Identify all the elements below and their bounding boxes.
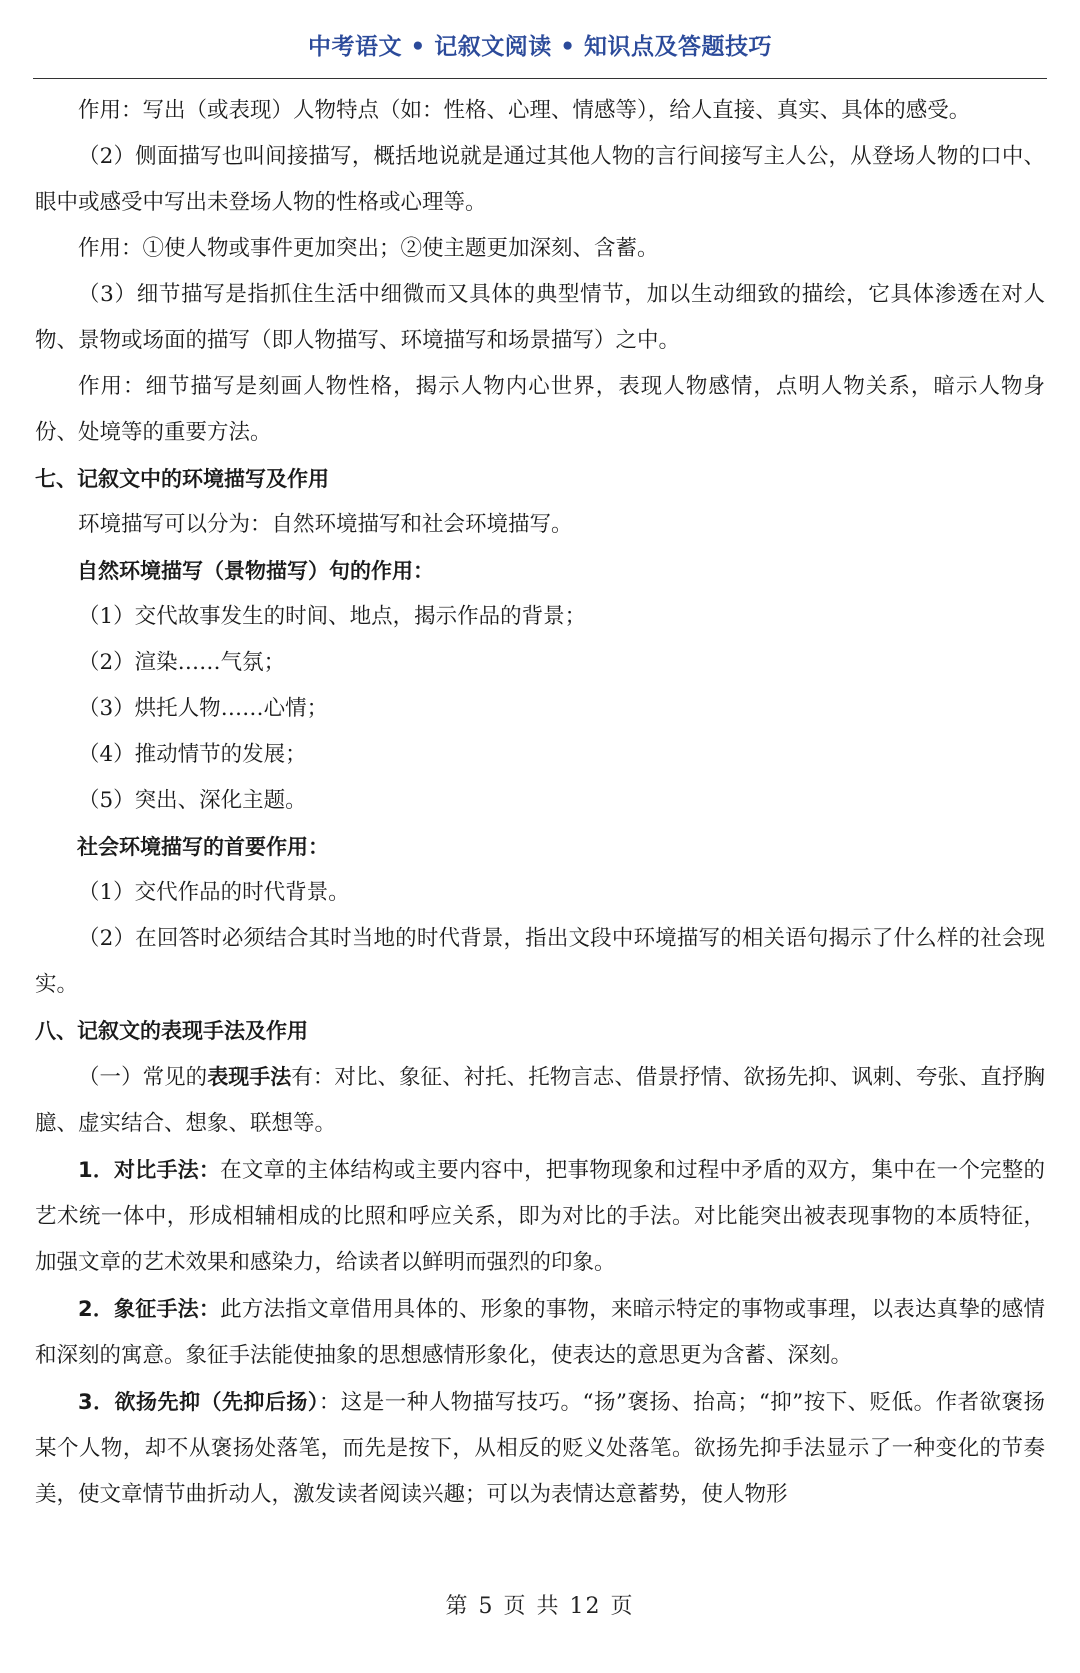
- paragraph: 环境描写可以分为：自然环境描写和社会环境描写。: [78, 512, 573, 537]
- list-item: （2）渲染……气氛；: [78, 650, 286, 675]
- method-text: ：这是一种人物描写技巧。“扬”褒扬、抬高；“抑”按下、贬低。作者欲褒扬某个人物，却不从褒扬处落笔，而先是按下，从相反的贬义处落笔。欲扬先抑手法显示了一种变化的节奏美，使文章情节曲折动人，激发读者阅读兴趣；可以为表情达意蓄势，使人物形: [35, 1390, 1045, 1507]
- section-heading-7: 七、记叙文中的环境描写及作用: [35, 467, 329, 491]
- list-item: （3）烘托人物……心情；: [78, 696, 329, 721]
- paragraph: [35, 1054, 1045, 1147]
- text-run: 有：对比、象征、衬托、托物言志、借景抒情、欲扬先抑、讽刺、夸张、直抒胸臆、虚实结合、想象、联想等。: [35, 1065, 1045, 1136]
- method-label: 2．象征手法：: [78, 1297, 221, 1321]
- list-item: （2）在回答时必须结合其时当地的时代背景，指出文段中环境描写的相关语句揭示了什么样的社会现实。: [35, 926, 1045, 997]
- section-heading-8: 八、记叙文的表现手法及作用: [35, 1019, 308, 1043]
- bold-term: 表现手法: [207, 1065, 292, 1089]
- paragraph: [35, 1286, 1045, 1379]
- page-header-title: 中考语文 • 记叙文阅读 • 知识点及答题技巧: [308, 34, 772, 60]
- subheading-natural-environment: 自然环境描写（景物描写）句的作用：: [77, 559, 434, 583]
- paragraph: 作用：①使人物或事件更加突出；②使主题更加深刻、含蓄。: [78, 236, 659, 261]
- subheading-social-environment: 社会环境描写的首要作用：: [77, 835, 329, 859]
- list-item: （5）突出、深化主题。: [78, 788, 307, 813]
- header-divider: [33, 78, 1047, 79]
- method-label: 3．欲扬先抑（先抑后扬）: [78, 1390, 319, 1414]
- list-item: （1）交代故事发生的时间、地点，揭示作品的背景；: [78, 604, 587, 629]
- paragraph: [35, 1379, 1045, 1518]
- list-item: （4）推动情节的发展；: [78, 742, 307, 767]
- paragraph: （3）细节描写是指抓住生活中细微而又具体的典型情节，加以生动细致的描绘，它具体渗透在对人物、景物或场面的描写（即人物描写、环境描写和场景描写）之中。: [35, 282, 1045, 353]
- method-label: 1．对比手法：: [78, 1158, 221, 1182]
- paragraph: （2）侧面描写也叫间接描写，概括地说就是通过其他人物的言行间接写主人公，从登场人物的口中、眼中或感受中写出未登场人物的性格或心理等。: [35, 144, 1045, 215]
- list-item: （1）交代作品的时代背景。: [78, 880, 350, 905]
- text-run: （一）常见的: [78, 1065, 208, 1090]
- method-text: 此方法指文章借用具体的、形象的事物，来暗示特定的事物或事理，以表达真挚的感情和深刻的寓意。象征手法能使抽象的思想感情形象化，使表达的意思更为含蓄、深刻。: [35, 1297, 1045, 1368]
- paragraph: [35, 1147, 1045, 1286]
- paragraph: 作用：写出（或表现）人物特点（如：性格、心理、情感等），给人直接、真实、具体的感受。: [78, 98, 971, 123]
- document-body: [35, 88, 1045, 1518]
- method-text: 在文章的主体结构或主要内容中，把事物现象和过程中矛盾的双方，集中在一个完整的艺术统一体中，形成相辅相成的比照和呼应关系，即为对比的手法。对比能突出被表现事物的本质特征，加强文章的艺术效果和感染力，给读者以鲜明而强烈的印象。: [35, 1158, 1045, 1275]
- paragraph: 作用：细节描写是刻画人物性格，揭示人物内心世界，表现人物感情，点明人物关系，暗示人物身份、处境等的重要方法。: [35, 374, 1045, 445]
- page-number-footer: 第 5 页 共 12 页: [445, 1594, 635, 1619]
